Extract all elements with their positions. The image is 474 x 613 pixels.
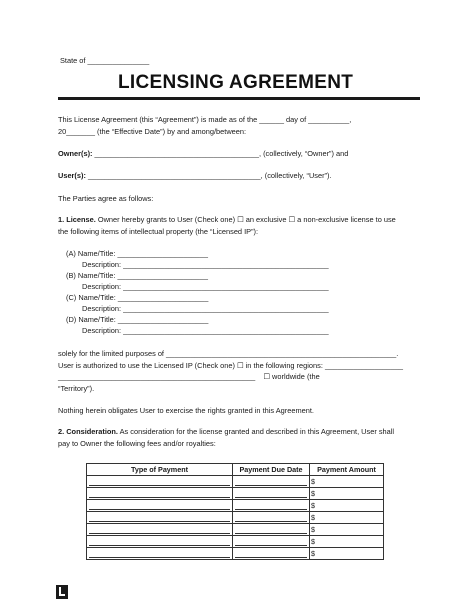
dollar-sign: $ xyxy=(311,525,315,534)
dollar-sign: $ xyxy=(311,477,315,486)
description-blank[interactable]: __________________________________________________ xyxy=(123,260,329,269)
consideration-text-1: As consideration for the license granted and described in this Agreement, User shall xyxy=(117,427,395,436)
licensed-ip-name-row[interactable] xyxy=(66,293,208,302)
description-label: Description: xyxy=(82,326,122,335)
licensed-ip-name-row[interactable] xyxy=(66,249,208,258)
payment-due-date-cell[interactable] xyxy=(233,488,310,500)
payment-amount-cell[interactable] xyxy=(310,524,384,536)
payment-due-date-cell[interactable] xyxy=(233,548,310,560)
license-line-1 xyxy=(58,215,396,224)
name-title-blank[interactable]: ______________________ xyxy=(117,293,209,302)
header-payment-amount: Payment Amount xyxy=(310,464,384,476)
licensed-ip-description-row[interactable] xyxy=(82,282,329,291)
header-type-of-payment: Type of Payment xyxy=(87,464,233,476)
type-of-payment-cell[interactable] xyxy=(87,500,233,512)
regions-line-2[interactable] xyxy=(58,372,320,381)
table-row xyxy=(87,476,384,488)
description-blank[interactable]: __________________________________________________ xyxy=(123,326,329,335)
users-label: User(s): xyxy=(58,171,86,180)
dollar-sign: $ xyxy=(311,501,315,510)
table-row xyxy=(87,500,384,512)
dollar-sign: $ xyxy=(311,513,315,522)
name-title-label: Name/Title: xyxy=(78,293,116,302)
license-text-1: Owner hereby grants to User (Check one) ☐ an exclusive ☐ a non-exclusive license to use xyxy=(95,215,396,224)
payment-table xyxy=(86,463,384,560)
payment-due-date-cell[interactable] xyxy=(233,500,310,512)
payment-due-date-cell[interactable] xyxy=(233,512,310,524)
type-of-payment-cell[interactable] xyxy=(87,548,233,560)
users-blank[interactable]: __________________________________________, (collectively, “User”). xyxy=(85,171,332,180)
licensed-ip-description-row[interactable] xyxy=(82,260,329,269)
payment-table-header xyxy=(87,464,384,476)
state-blank[interactable]: _______________ xyxy=(87,56,150,65)
name-title-blank[interactable]: ______________________ xyxy=(117,249,208,258)
dollar-sign: $ xyxy=(311,489,315,498)
nothing-obligates-line: Nothing herein obligates User to exercise the rights granted in this Agreement. xyxy=(58,406,314,415)
parties-line: The Parties agree as follows: xyxy=(58,194,154,203)
state-label: State of xyxy=(60,56,86,65)
type-of-payment-cell[interactable] xyxy=(87,512,233,524)
type-of-payment-cell[interactable] xyxy=(87,476,233,488)
payment-amount-cell[interactable] xyxy=(310,500,384,512)
name-title-label: Name/Title: xyxy=(77,249,116,258)
worldwide-checkbox[interactable]: ☐ worldwide (the xyxy=(263,372,320,381)
regions-line-1[interactable]: User is authorized to use the Licensed IP (Check one) ☐ in the following regions: ___________________ xyxy=(58,361,404,370)
type-of-payment-cell[interactable] xyxy=(87,488,233,500)
table-row xyxy=(87,536,384,548)
description-label: Description: xyxy=(82,282,122,291)
description-blank[interactable]: __________________________________________________ xyxy=(123,304,329,313)
dollar-sign: $ xyxy=(311,549,315,558)
name-title-blank[interactable]: ______________________ xyxy=(117,315,209,324)
intro-line-2: 20_______ (the “Effective Date”) by and among/between: xyxy=(58,127,247,136)
title-rule xyxy=(58,97,420,100)
document-logo-icon xyxy=(56,585,68,599)
page-title: LICENSING AGREEMENT xyxy=(118,72,354,93)
item-letter: (B) xyxy=(66,271,76,280)
payment-due-date-cell[interactable] xyxy=(233,536,310,548)
payment-amount-cell[interactable] xyxy=(310,476,384,488)
purposes-line[interactable]: solely for the limited purposes of ________________________________________________________. xyxy=(58,349,399,358)
license-line-2: the following items of intellectual property (the “Licensed IP”): xyxy=(58,227,259,236)
item-letter: (C) xyxy=(66,293,77,302)
users-line[interactable] xyxy=(58,171,332,180)
owners-line[interactable] xyxy=(58,149,348,158)
payment-due-date-cell[interactable] xyxy=(233,524,310,536)
licensed-ip-description-row[interactable] xyxy=(82,326,329,335)
license-heading: 1. License. xyxy=(58,215,96,224)
regions-blank[interactable]: ________________________________________________ xyxy=(58,372,256,381)
type-of-payment-cell[interactable] xyxy=(87,524,233,536)
table-row xyxy=(87,548,384,560)
name-title-label: Name/Title: xyxy=(78,315,116,324)
table-row xyxy=(87,512,384,524)
owners-label: Owner(s): xyxy=(58,149,93,158)
consideration-line-1 xyxy=(58,427,394,436)
owners-blank[interactable]: ________________________________________, (collectively, “Owner”) and xyxy=(92,149,349,158)
payment-amount-cell[interactable] xyxy=(310,548,384,560)
payment-amount-cell[interactable] xyxy=(310,512,384,524)
table-row xyxy=(87,488,384,500)
dollar-sign: $ xyxy=(311,537,315,546)
type-of-payment-cell[interactable] xyxy=(87,536,233,548)
description-label: Description: xyxy=(82,260,122,269)
item-letter: (D) xyxy=(66,315,77,324)
payment-amount-cell[interactable] xyxy=(310,488,384,500)
name-title-label: Name/Title: xyxy=(77,271,116,280)
header-payment-due-date: Payment Due Date xyxy=(233,464,310,476)
state-field[interactable] xyxy=(60,56,149,65)
intro-line-1: This License Agreement (this “Agreement”) is made as of the ______ day of __________, xyxy=(58,115,352,124)
description-blank[interactable]: __________________________________________________ xyxy=(123,282,329,291)
consideration-heading: 2. Consideration. xyxy=(58,427,118,436)
consideration-line-2: pay to Owner the following fees and/or royalties: xyxy=(58,439,216,448)
item-letter: (A) xyxy=(66,249,76,258)
name-title-blank[interactable]: ______________________ xyxy=(117,271,208,280)
payment-amount-cell[interactable] xyxy=(310,536,384,548)
territory-line: “Territory”). xyxy=(58,384,95,393)
licensed-ip-description-row[interactable] xyxy=(82,304,329,313)
table-row xyxy=(87,524,384,536)
payment-due-date-cell[interactable] xyxy=(233,476,310,488)
licensed-ip-name-row[interactable] xyxy=(66,271,208,280)
description-label: Description: xyxy=(82,304,122,313)
licensed-ip-name-row[interactable] xyxy=(66,315,208,324)
